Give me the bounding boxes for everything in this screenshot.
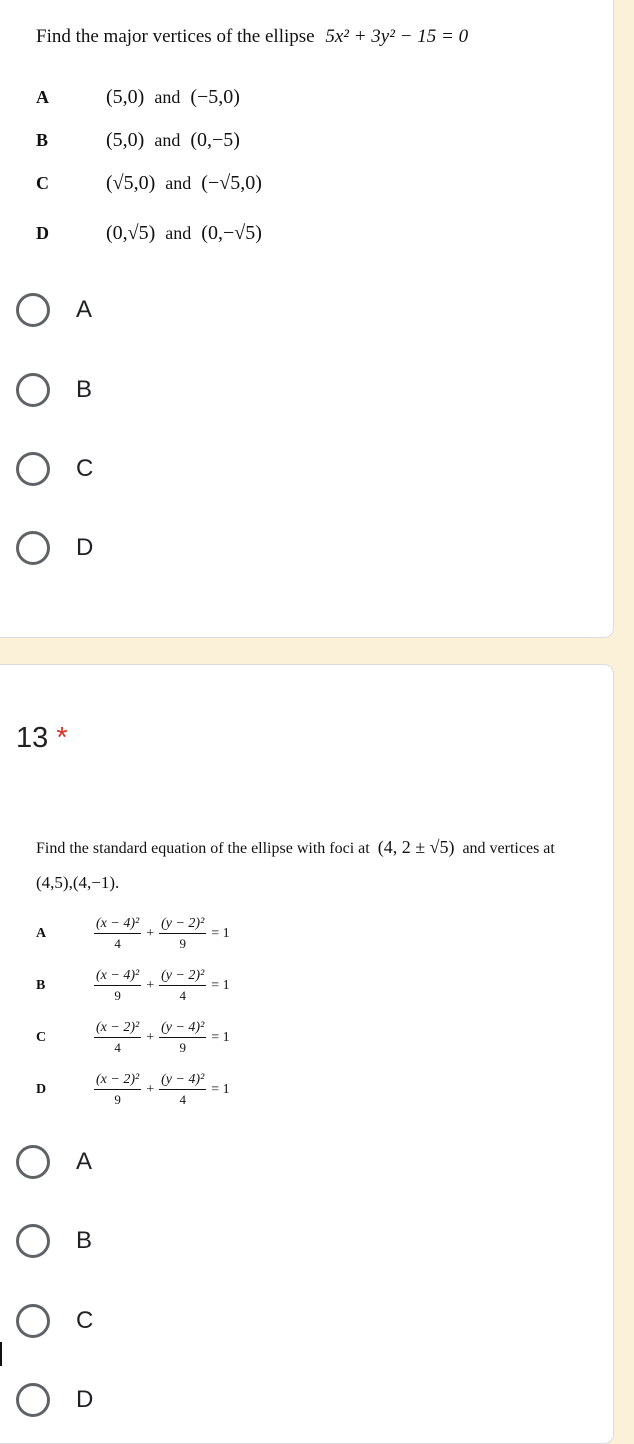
question-12-option-d[interactable] — [16, 531, 93, 565]
fraction-denominator: 9 — [114, 988, 121, 1003]
choice-first-point: (5,0) — [106, 129, 145, 151]
option-label: B — [76, 376, 93, 403]
radio-button[interactable] — [16, 1304, 50, 1338]
question-13-choice-c — [36, 1020, 233, 1056]
choice-second-point: (−5,0) — [190, 86, 240, 108]
question-12-choice-c — [36, 172, 262, 195]
fraction-numerator: (x − 4)² — [94, 968, 141, 986]
choice-letter: B — [36, 978, 46, 993]
choice-equation — [92, 1072, 233, 1108]
question-13-option-d[interactable] — [16, 1383, 93, 1417]
question-12-choice-b — [36, 129, 240, 152]
question-12-option-a[interactable] — [16, 293, 92, 327]
equation-rhs: = 1 — [211, 1030, 230, 1045]
plus-sign: + — [146, 1030, 155, 1045]
choice-equation — [92, 1020, 233, 1056]
option-label: D — [76, 534, 94, 561]
choice-conjunction: and — [154, 87, 181, 107]
equation-rhs: = 1 — [211, 1082, 230, 1097]
choice-letter: C — [36, 173, 49, 193]
question-13-choice-a — [36, 916, 233, 952]
question-13-option-c[interactable] — [16, 1304, 93, 1338]
plus-sign: + — [146, 926, 155, 941]
question-13-text — [36, 830, 596, 901]
question-13-prompt: Find the standard equation of the ellipse with foci at — [36, 840, 370, 857]
question-12-option-c[interactable] — [16, 452, 93, 486]
option-label: A — [76, 296, 93, 323]
choice-letter: B — [36, 130, 49, 150]
fraction-numerator: (x − 2)² — [94, 1020, 141, 1038]
required-asterisk: * — [56, 722, 68, 754]
radio-button[interactable] — [16, 1145, 50, 1179]
choice-letter: A — [36, 87, 49, 107]
option-label: A — [76, 1148, 93, 1175]
fraction-denominator: 9 — [179, 1040, 186, 1055]
radio-button[interactable] — [16, 531, 50, 565]
choice-equation — [92, 968, 233, 1004]
radio-button[interactable] — [16, 373, 50, 407]
question-13-foci: (4, 2 ± √5) — [377, 837, 455, 857]
radio-button[interactable] — [16, 1383, 50, 1417]
question-12-choice-d — [36, 222, 262, 245]
fraction-numerator: (y − 4)² — [159, 1020, 206, 1038]
question-13-prompt-mid: and vertices at — [462, 840, 555, 857]
fraction-numerator: (x − 4)² — [94, 916, 141, 934]
plus-sign: + — [146, 1082, 155, 1097]
question-12-text — [36, 26, 468, 48]
choice-first-point: (0,√5) — [106, 222, 156, 244]
question-13-title — [16, 722, 68, 755]
question-12-option-b[interactable] — [16, 373, 92, 407]
choice-conjunction: and — [165, 173, 192, 193]
question-13-option-b[interactable] — [16, 1224, 92, 1258]
fraction-denominator: 9 — [179, 936, 186, 951]
option-label: D — [76, 1386, 94, 1413]
radio-button[interactable] — [16, 1224, 50, 1258]
text-cursor — [0, 1342, 2, 1366]
choice-conjunction: and — [165, 223, 192, 243]
fraction-denominator: 4 — [179, 988, 186, 1003]
fraction-denominator: 4 — [179, 1092, 186, 1107]
question-13-choice-b — [36, 968, 233, 1004]
question-13-choice-d — [36, 1072, 233, 1108]
question-12-equation: 5x² + 3y² − 15 = 0 — [325, 26, 469, 47]
fraction-numerator: (y − 2)² — [159, 968, 206, 986]
question-13-vertices: (4,5),(4,−1). — [36, 873, 120, 892]
fraction-numerator: (y − 4)² — [159, 1072, 206, 1090]
radio-button[interactable] — [16, 293, 50, 327]
equation-rhs: = 1 — [211, 978, 230, 993]
question-12-prompt: Find the major vertices of the ellipse — [36, 26, 315, 47]
choice-letter: C — [36, 1030, 47, 1045]
fraction-numerator: (x − 2)² — [94, 1072, 141, 1090]
fraction-denominator: 9 — [114, 1092, 121, 1107]
choice-conjunction: and — [154, 130, 181, 150]
choice-second-point: (0,−√5) — [201, 222, 262, 244]
choice-second-point: (−√5,0) — [201, 172, 262, 194]
choice-letter: A — [36, 926, 47, 941]
choice-first-point: (5,0) — [106, 86, 145, 108]
option-label: C — [76, 455, 94, 482]
fraction-denominator: 4 — [114, 936, 121, 951]
fraction-numerator: (y − 2)² — [159, 916, 206, 934]
radio-button[interactable] — [16, 452, 50, 486]
choice-first-point: (√5,0) — [106, 172, 156, 194]
option-label: C — [76, 1307, 94, 1334]
question-12-choice-a — [36, 86, 240, 109]
choice-equation — [92, 916, 233, 952]
option-label: B — [76, 1227, 93, 1254]
fraction-denominator: 4 — [114, 1040, 121, 1055]
equation-rhs: = 1 — [211, 926, 230, 941]
question-13-option-a[interactable] — [16, 1145, 92, 1179]
choice-second-point: (0,−5) — [190, 129, 240, 151]
plus-sign: + — [146, 978, 155, 993]
question-number: 13 — [16, 722, 49, 754]
choice-letter: D — [36, 223, 49, 243]
choice-letter: D — [36, 1082, 47, 1097]
